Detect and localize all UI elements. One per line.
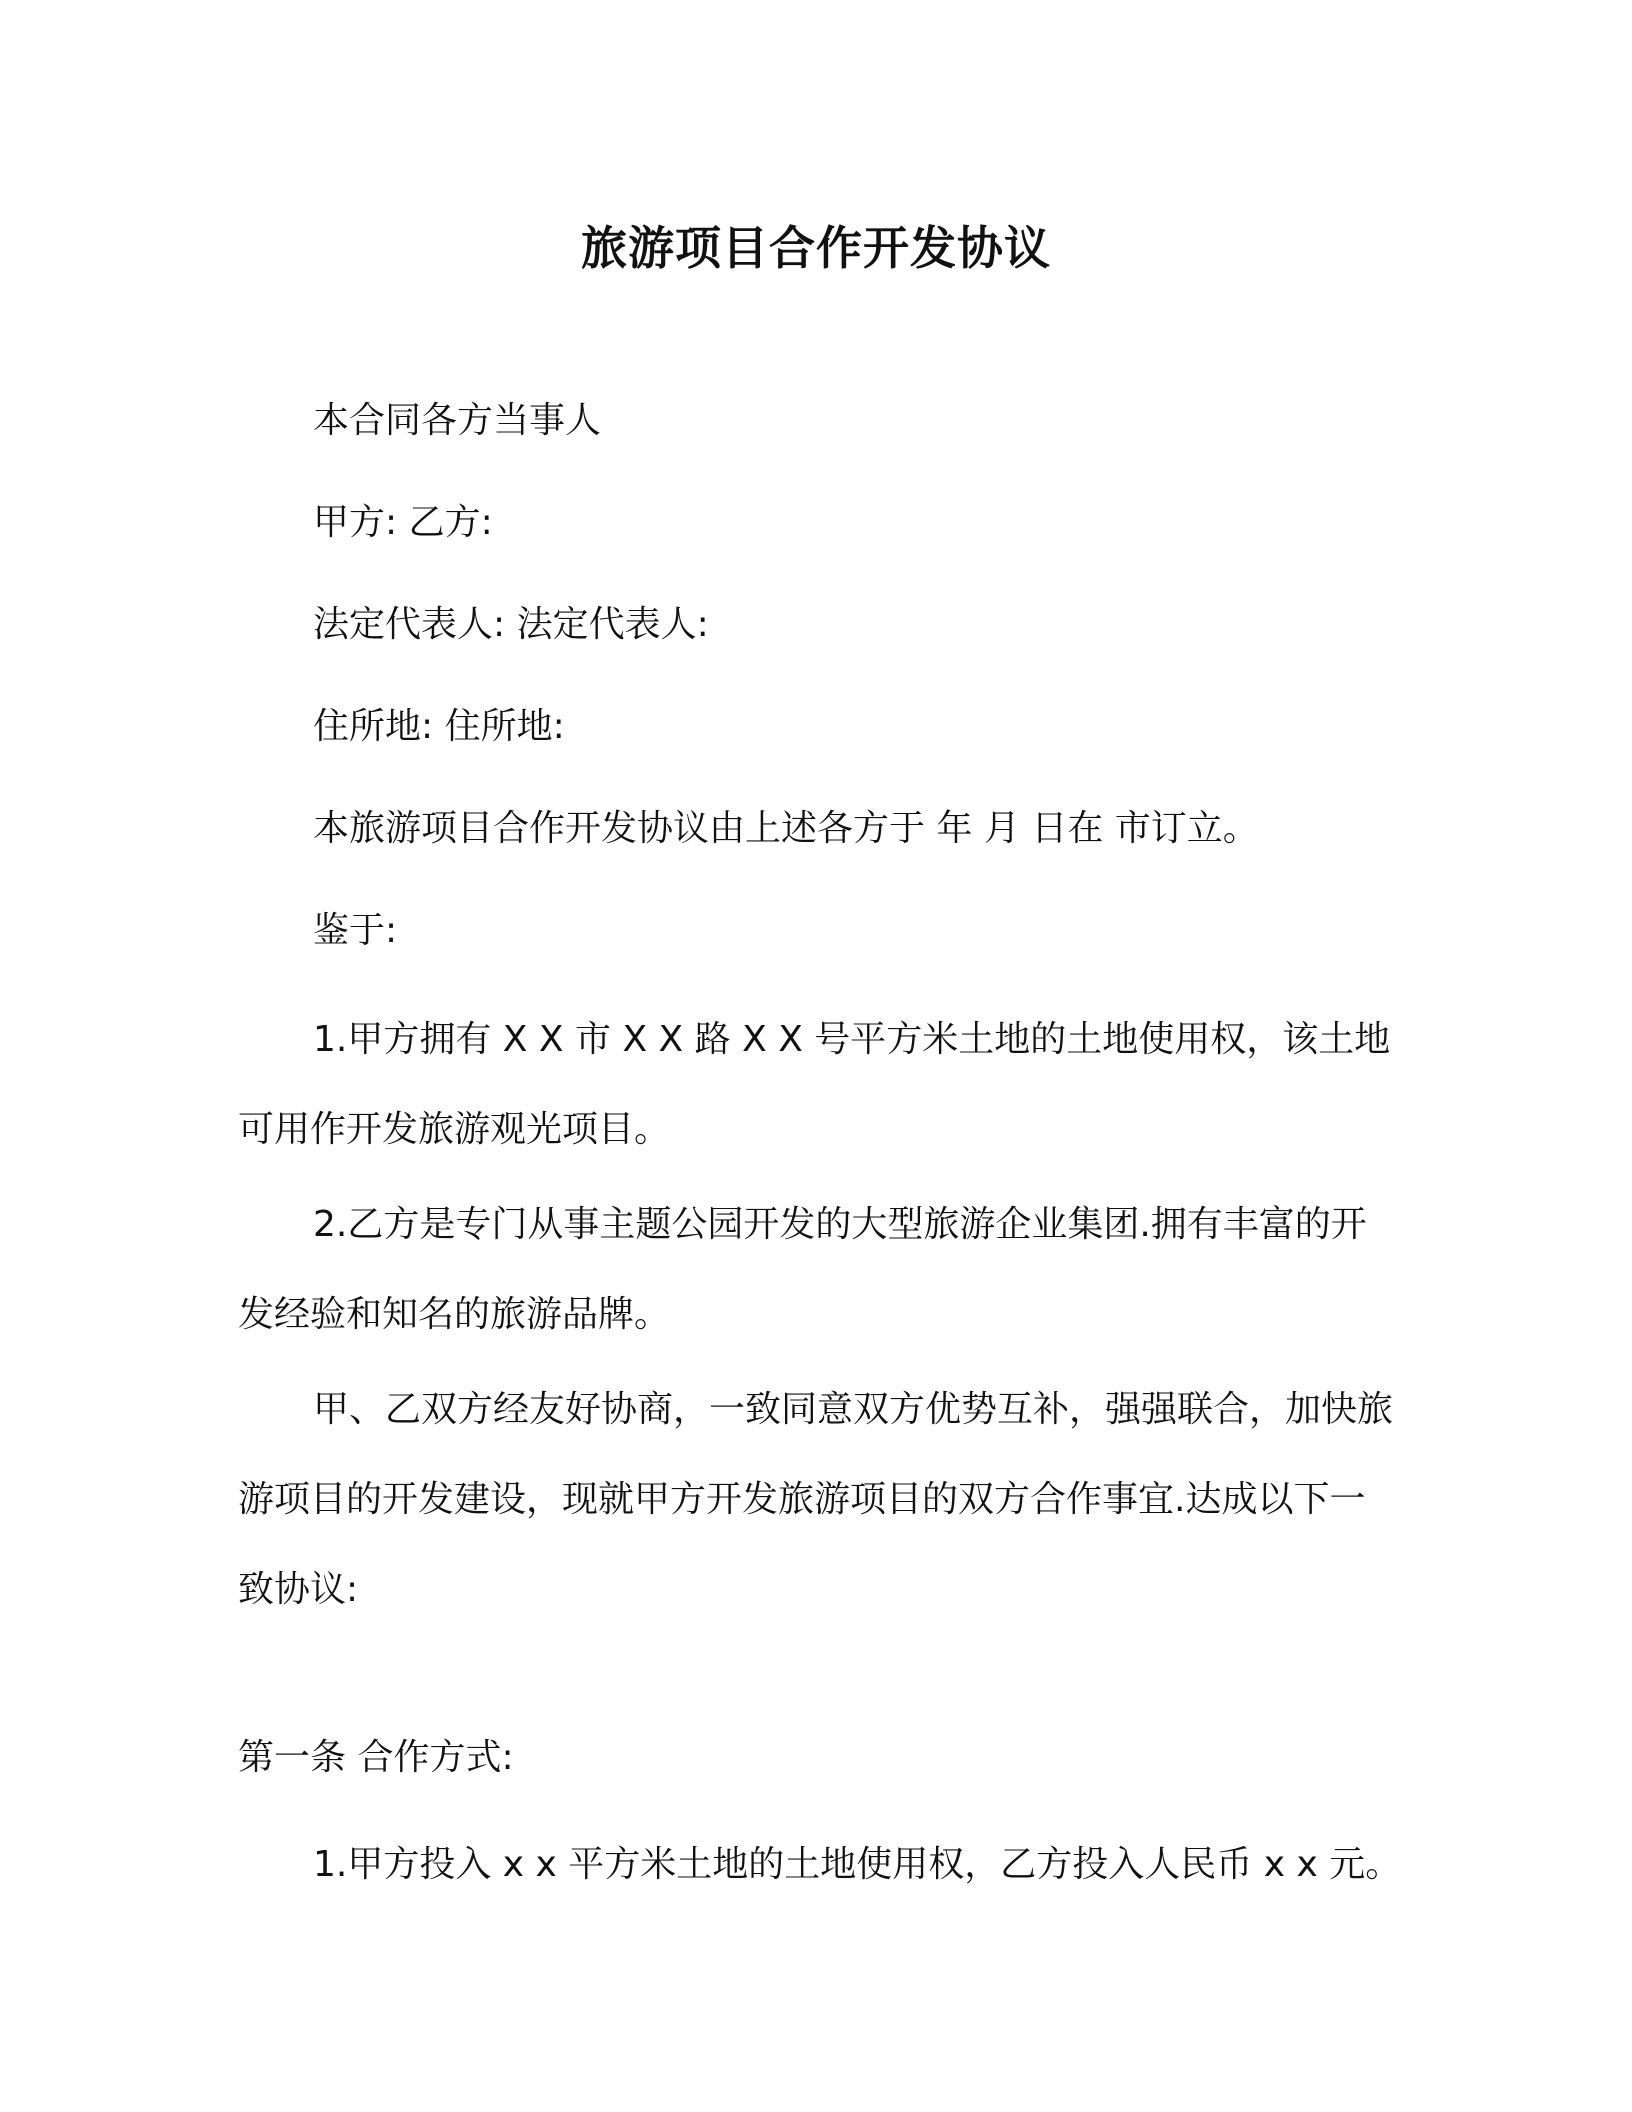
recital-1: 1.甲方拥有 X X 市 X X 路 X X 号平方米土地的土地使用权，该土地可用作开发旅游观光项目。 (238, 1019, 1391, 1150)
article-1-heading: 第一条 合作方式: (238, 1737, 514, 1778)
signing-line: 本旅游项目合作开发协议由上述各方于 年 月 日在 市订立。 (313, 808, 1259, 849)
article-1-item-1: 1.甲方投入 x x 平方米土地的土地使用权，乙方投入人民币 x x 元。 (313, 1844, 1402, 1885)
document-title: 旅游项目合作开发协议 (581, 221, 1051, 275)
parties-heading: 本合同各方当事人 (313, 400, 602, 441)
whereas-heading: 鉴于: (313, 910, 398, 951)
agreement-intro: 甲、乙双方经友好协商，一致同意双方优势互补，强强联合，加快旅游项目的开发建设，现就甲方开发旅游项目的双方合作事宜.达成以下一致协议: (238, 1389, 1394, 1610)
address-line: 住所地: 住所地: (313, 706, 565, 747)
legal-representative-line: 法定代表人: 法定代表人: (313, 604, 709, 645)
party-line: 甲方: 乙方: (313, 502, 493, 543)
recital-2: 2.乙方是专门从事主题公园开发的大型旅游企业集团.拥有丰富的开发经验和知名的旅游品牌。 (238, 1204, 1367, 1335)
